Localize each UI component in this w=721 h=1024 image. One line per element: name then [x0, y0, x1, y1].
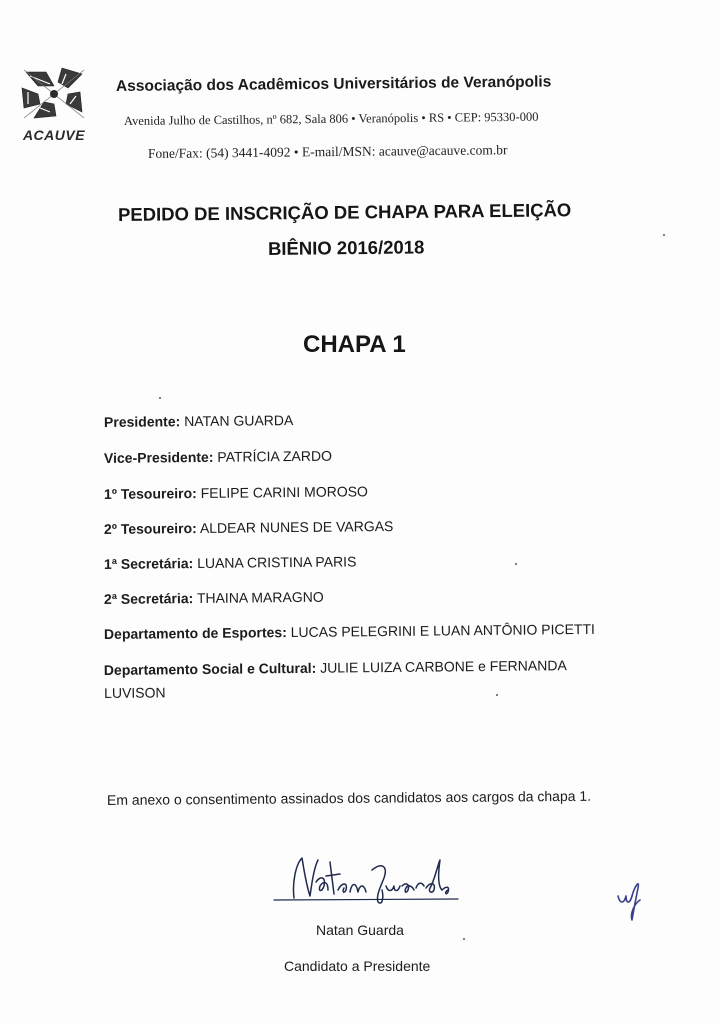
signature-scribble-icon [272, 852, 462, 908]
roster-role: 1º Tesoureiro: [103, 485, 197, 502]
roster-item-secretaria-2 [104, 589, 324, 607]
roster-name: JULIE LUIZA CARBONE e FERNANDA LUVISON [104, 657, 567, 701]
logo-wordmark: ACAUVE [22, 127, 86, 143]
signatory-name: Natan Guarda [316, 922, 404, 938]
scan-speck [496, 694, 498, 696]
roster-name: NATAN GUARDA [184, 412, 294, 430]
roster-role: Departamento Social e Cultural: [103, 659, 317, 679]
handwritten-initials [614, 874, 648, 924]
roster-name: LUCAS PELEGRINI E LUAN ANTÔNIO PICETTI [290, 620, 595, 641]
roster-role: 2º Tesoureiro: [103, 520, 197, 537]
handwritten-signature [272, 852, 462, 908]
document-subtitle: BIÊNIO 2016/2018 [267, 236, 425, 259]
roster-role: 1ª Secretária: [103, 555, 194, 572]
organization-contact: Fone/Fax: (54) 3441-4092 • E-mail/MSN: acauve@acauve.com.br [147, 142, 508, 161]
scan-speck [663, 234, 665, 236]
roster-name: FELIPE CARINI MOROSO [200, 483, 368, 501]
roster-role: 2ª Secretária: [103, 590, 194, 607]
roster-name: THAINA MARAGNO [196, 588, 324, 607]
roster-item-tesoureiro-1 [104, 483, 368, 502]
roster-role: Presidente: [103, 413, 181, 430]
roster-name: ALDEAR NUNES DE VARGAS [199, 517, 394, 536]
scan-speck [515, 563, 517, 565]
roster-name: LUANA CRISTINA PARIS [197, 553, 357, 572]
initials-scribble-icon [614, 874, 648, 924]
scan-speck [463, 938, 465, 940]
scan-speck [159, 397, 161, 399]
roster-item-secretaria-1 [104, 553, 357, 572]
roster-item-tesoureiro-2 [104, 518, 394, 537]
roster-item-vice-presidente [104, 448, 332, 466]
roster-name: PATRÍCIA ZARDO [217, 447, 333, 465]
roster-item-presidente [104, 412, 293, 430]
roster-item-departamento-esportes [104, 621, 595, 642]
organization-name: Associação dos Acadêmicos Universitários de Veranópolis [115, 73, 552, 95]
roster-role: Departamento de Esportes: [103, 624, 287, 642]
annex-note: Em anexo o consentimento assinados dos candidatos aos cargos da chapa 1. [106, 787, 592, 808]
organization-address: Avenida Julho de Castilhos, nº 682, Sala 806 • Veranópolis • RS • CEP: 95330-000 [123, 109, 539, 128]
pinwheel-logo-icon [16, 64, 92, 124]
roster-role: Vice-Presidente: [103, 448, 214, 466]
slate-heading: CHAPA 1 [303, 331, 406, 358]
signatory-role: Candidato a Presidente [284, 958, 431, 974]
document-title: PEDIDO DE INSCRIÇÃO DE CHAPA PARA ELEIÇÃO [117, 199, 572, 225]
acauve-logo [16, 64, 92, 148]
roster-item-departamento-social-cultural [104, 654, 604, 705]
